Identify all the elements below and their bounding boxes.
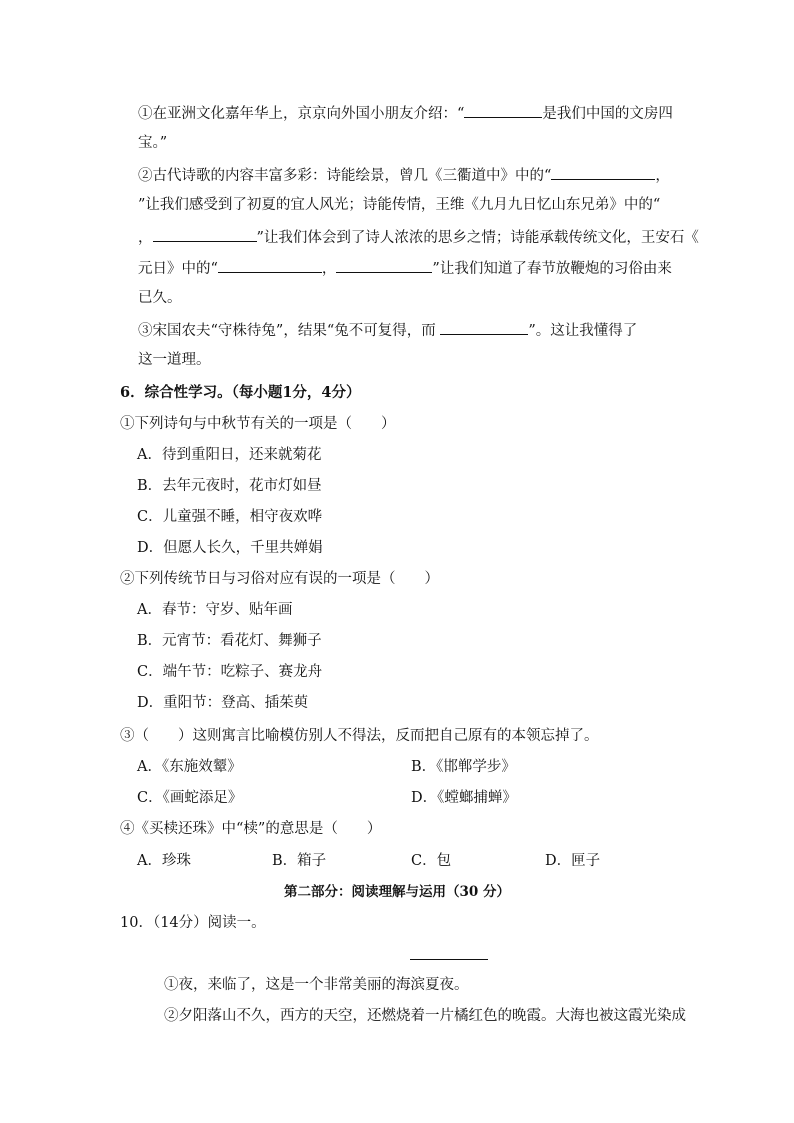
- q6-sub1-stem: ①下列诗句与中秋节有关的一项是（ ）: [120, 416, 396, 432]
- q5-item2-line4: [138, 258, 672, 278]
- q5-item2-line4-text-c: ”让我们知道了春节放鞭炮的习俗由来: [432, 261, 672, 277]
- answer-blank[interactable]: [464, 103, 542, 118]
- q10-para2: ②夕阳落山不久，西方的天空，还燃烧着一片橘红色的晚霞。大海也被这霞光染成: [164, 1008, 686, 1024]
- q5-item2-line2: ”让我们感受到了初夏的宜人风光；诗能传情，王维《九月九日忆山东兄弟》中的“: [138, 197, 661, 213]
- q6-sub4-option-a[interactable]: A．珍珠: [137, 853, 191, 869]
- part2-title: 第二部分：阅读理解与运用（30 分）: [284, 884, 510, 900]
- answer-blank[interactable]: [336, 258, 432, 273]
- q5-item3-line2: 这一道理。: [138, 352, 211, 368]
- q6-sub2-option-b[interactable]: B．元宵节：看花灯、舞狮子: [137, 633, 322, 649]
- q5-item2-text-a: ②古代诗歌的内容丰富多彩：诗能绘景，曾几《三衢道中》中的“: [138, 168, 552, 184]
- q5-item2-line3-comma: ，: [138, 230, 153, 246]
- q5-item3-line1: [138, 320, 637, 340]
- q6-sub1-option-d[interactable]: D．但愿人长久，千里共婵娟: [137, 540, 323, 556]
- q5-item2-line3: [138, 227, 699, 247]
- answer-blank[interactable]: [153, 227, 257, 242]
- q6-sub2-option-c[interactable]: C．端午节：吃粽子、赛龙舟: [137, 664, 323, 680]
- q5-item1-text-b: 是我们中国的文房四: [542, 106, 673, 122]
- q5-item2-line5: 已久。: [138, 290, 182, 306]
- q6-sub1-option-c[interactable]: C．儿童强不睡，相守夜欢哗: [137, 509, 323, 525]
- q6-sub3-option-b[interactable]: B．《邯郸学步》: [411, 759, 516, 775]
- q5-item2-line4-text-a: 元日》中的“: [138, 261, 218, 277]
- q6-sub4-option-b[interactable]: B．箱子: [272, 853, 327, 869]
- answer-blank[interactable]: [218, 258, 322, 273]
- q5-item2-line4-comma: ，: [321, 261, 337, 277]
- q5-item3-text-a: ③宋国农夫“守株待兔”，结果“兔不可复得，而: [138, 323, 436, 339]
- q10-header: 10．（14分）阅读一。: [120, 915, 266, 931]
- q6-sub2-option-a[interactable]: A．春节：守岁、贴年画: [137, 602, 293, 618]
- q6-sub3-stem: ③（ ）这则寓言比喻模仿别人不得法，反而把自己原有的本领忘掉了。: [120, 728, 599, 744]
- q5-item2-line3-text: ”让我们体会到了诗人浓浓的思乡之情；诗能承载传统文化，王安石《: [256, 230, 699, 246]
- q6-sub2-stem: ②下列传统节日与习俗对应有误的一项是（ ）: [120, 571, 439, 587]
- q5-item2-text-b: ，: [655, 168, 670, 184]
- q6-header: 6．综合性学习。（每小题1分，4分）: [120, 384, 361, 401]
- passage-title-blank[interactable]: [410, 959, 488, 960]
- q6-sub1-option-a[interactable]: A．待到重阳日，还来就菊花: [137, 447, 322, 463]
- q6-sub4-option-c[interactable]: C．包: [411, 853, 452, 869]
- q10-para1: ①夜，来临了，这是一个非常美丽的海滨夏夜。: [164, 977, 469, 993]
- q6-sub3-option-a[interactable]: A．《东施效颦》: [137, 759, 242, 775]
- q5-item1-text-a: ①在亚洲文化嘉年华上，京京向外国小朋友介绍：“: [138, 106, 465, 122]
- q5-item1-line2: 宝。”: [138, 135, 168, 151]
- q5-item3-text-b: ”。这让我懂得了: [528, 323, 638, 339]
- q6-sub4-option-d[interactable]: D．匣子: [545, 853, 601, 869]
- q6-sub1-option-b[interactable]: B．去年元夜时，花市灯如昼: [137, 478, 322, 494]
- q6-sub3-option-d[interactable]: D．《螳螂捕蝉》: [411, 790, 517, 806]
- q6-sub3-option-c[interactable]: C．《画蛇添足》: [137, 790, 243, 806]
- q5-item1-line1: [138, 103, 673, 123]
- q6-sub2-option-d[interactable]: D．重阳节：登高、插茱萸: [137, 695, 309, 711]
- q5-item2-line1: [138, 165, 670, 185]
- answer-blank[interactable]: [440, 320, 528, 335]
- answer-blank[interactable]: [551, 165, 655, 180]
- q6-sub4-stem: ④《买椟还珠》中“椟”的意思是（ ）: [120, 821, 382, 837]
